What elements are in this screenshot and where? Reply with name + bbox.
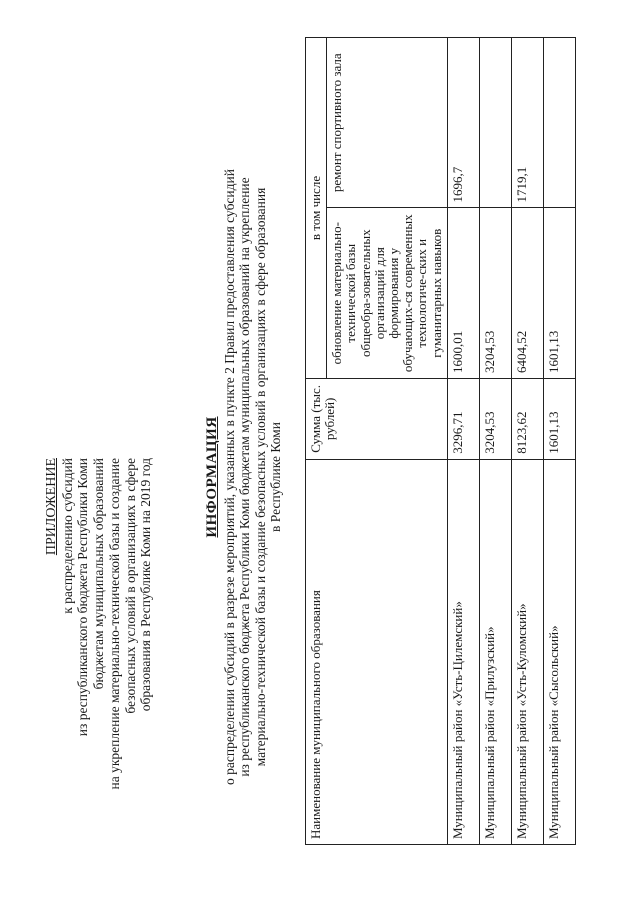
header-repair: ремонт спортивного зала	[327, 38, 448, 208]
header-update: обновление материально-технической базы общеобра-зовательных организаций для формирования у обучающих-ся современных технологиче-ских и гуманитарных навыков	[327, 208, 448, 379]
appendix-line: безопасных условий в организациях в сфере	[122, 458, 138, 714]
subsidy-table	[305, 37, 576, 845]
cell-repair: 1696,7	[447, 38, 479, 208]
cell-sum: 3204,53	[479, 378, 511, 459]
cell-name: Муниципальный район «Усть-Куломский»	[511, 459, 543, 844]
information-block	[205, 157, 283, 797]
header-name: Наименование муниципального образования	[306, 459, 448, 844]
appendix-heading: ПРИЛОЖЕНИЕ	[44, 458, 59, 556]
subtitle-line: о распределении субсидий в разрезе мероприятий, указанных в пункте 2 Правил предоставления субсидий	[222, 169, 238, 785]
table-row	[511, 38, 543, 845]
cell-sum: 8123,62	[511, 378, 543, 459]
appendix-line: бюджетам муниципальных образований	[91, 458, 107, 690]
header-sum: Сумма (тыс. рублей)	[306, 378, 448, 459]
cell-update: 3204,53	[479, 208, 511, 379]
cell-sum: 1601,13	[543, 378, 575, 459]
appendix-line: образования в Республике Коми на 2019 год	[138, 458, 154, 712]
subtitle-line: из республиканского бюджета Республики Коми бюджетам муниципальных образований на укрепление	[237, 177, 253, 777]
subtitle-line: в Республике Коми	[267, 422, 283, 532]
cell-repair	[479, 38, 511, 208]
table-row	[543, 38, 575, 845]
cell-name: Муниципальный район «Сысольский»	[543, 459, 575, 844]
cell-update: 1600,01	[447, 208, 479, 379]
appendix-line: из республиканского бюджета Республики Коми	[75, 458, 91, 737]
cell-update: 6404,52	[511, 208, 543, 379]
cell-sum: 3296,71	[447, 378, 479, 459]
cell-repair	[543, 38, 575, 208]
document-title: ИНФОРМАЦИЯ	[204, 416, 220, 538]
header-including: в том числе	[306, 38, 327, 379]
cell-repair: 1719,1	[511, 38, 543, 208]
table-header-row	[306, 38, 327, 845]
cell-update: 1601,13	[543, 208, 575, 379]
table-row	[447, 38, 479, 845]
cell-name: Муниципальный район «Прилузский»	[479, 459, 511, 844]
appendix-line: на укрепление материально-технической базы и создание	[106, 458, 122, 790]
appendix-line: к распределению субсидий	[59, 458, 75, 614]
table-row	[479, 38, 511, 845]
subtitle-line: материально-технической базы и создание безопасных условий в организациях в сфере образования	[252, 187, 268, 767]
cell-name: Муниципальный район «Усть-Цилемский»	[447, 459, 479, 844]
appendix-block	[44, 458, 154, 878]
